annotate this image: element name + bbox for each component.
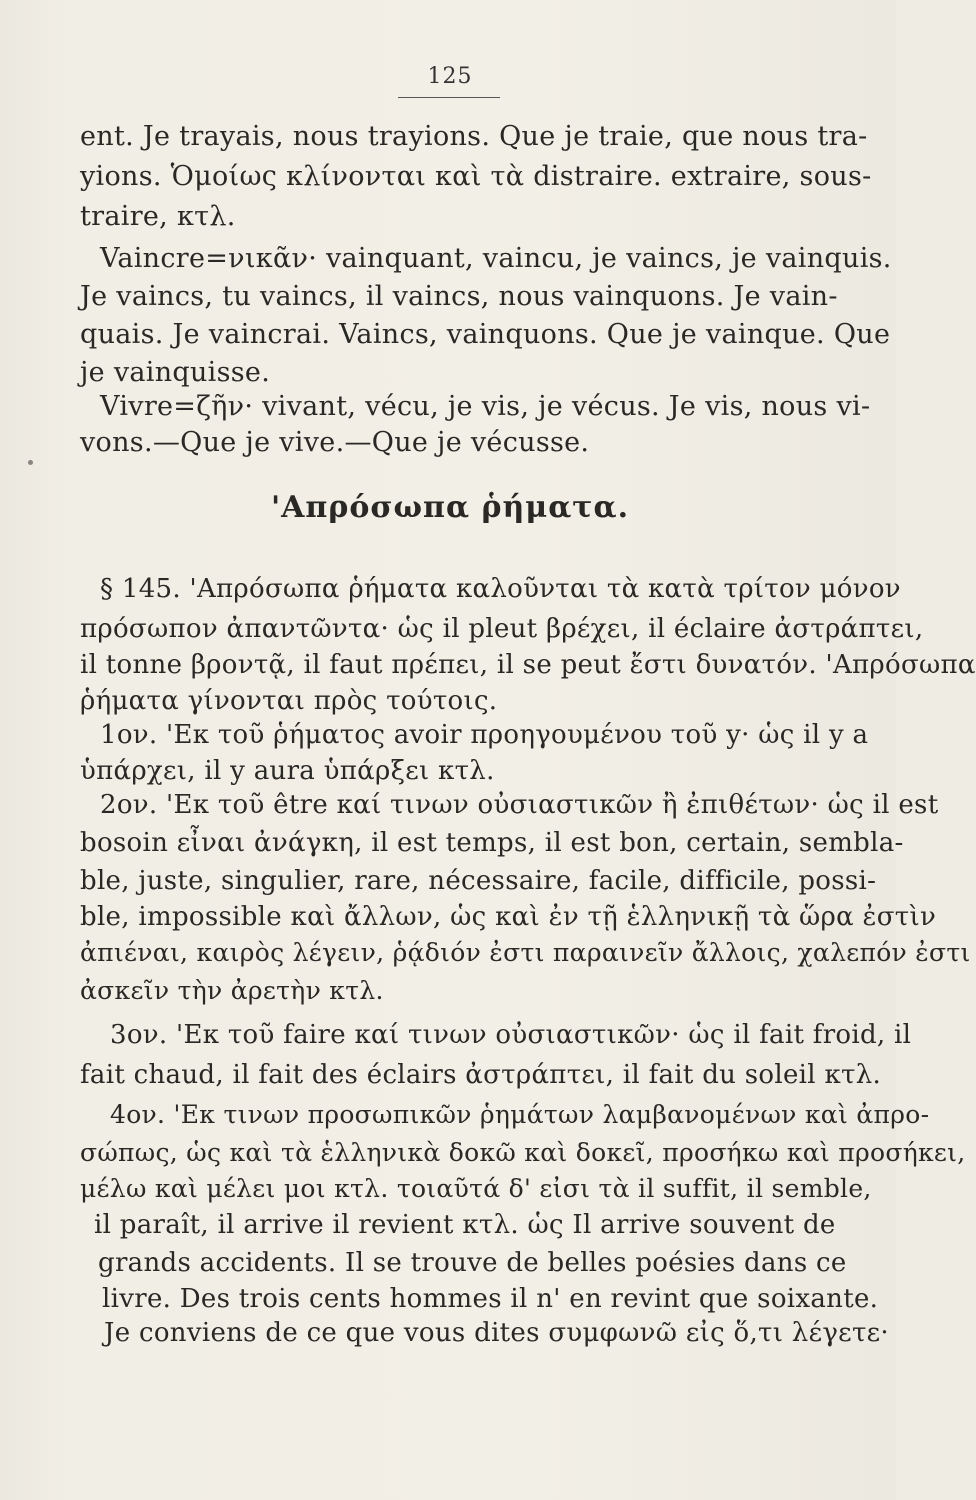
- text-line: je vainquisse.: [80, 357, 271, 388]
- text-line: ἀπιέναι, καιρὸς λέγειν, ῥᾴδιόν ἐστι παραινεῖν ἄλλοις, χαλεπόν ἐστι: [80, 938, 971, 967]
- text-line: 2ον. 'Εκ τοῦ être καί τινων οὐσιαστικῶν ἢ ἐπιθέτων· ὡς il est: [100, 790, 939, 820]
- text-line: Vaincre=νικᾶν· vainquant, vaincu, je vaincs, je vainquis.: [100, 243, 892, 274]
- text-line: § 145. 'Απρόσωπα ῥήματα καλοῦνται τὰ κατὰ τρίτον μόνον: [100, 574, 901, 604]
- section-heading: 'Απρόσωπα ῥήματα.: [270, 490, 630, 525]
- text-line: μέλω καὶ μέλει μοι κτλ. τοιαῦτά δ' εἰσι τὰ il suffit, il semble,: [80, 1174, 872, 1203]
- text-line: grands accidents. Il se trouve de belles poésies dans ce: [98, 1248, 847, 1278]
- text-line: Je vaincs, tu vaincs, il vaincs, nous vainquons. Je vain-: [80, 281, 838, 312]
- text-line: 3ον. 'Εκ τοῦ faire καί τινων οὐσιαστικῶν· ὡς il fait froid, il: [110, 1020, 912, 1050]
- text-line: quais. Je vaincrai. Vaincs, vainquons. Que je vainque. Que: [80, 319, 891, 350]
- page-number-rule: [398, 97, 500, 98]
- text-line: σώπως, ὡς καὶ τὰ ἑλληνικὰ δοκῶ καὶ δοκεῖ, προσήκω καὶ προσήκει,: [80, 1138, 966, 1167]
- text-line: il paraît, il arrive il revient κτλ. ὡς Il arrive souvent de: [94, 1210, 836, 1240]
- text-line: vons.—Que je vive.—Que je vécusse.: [80, 427, 590, 458]
- text-line: bosoin εἶναι ἀνάγκη, il est temps, il est bon, certain, sembla-: [80, 828, 904, 858]
- text-line: ῥήματα γίνονται πρὸς τούτοις.: [80, 686, 498, 716]
- text-line: ἀσκεῖν τὴν ἀρετὴν κτλ.: [80, 976, 384, 1005]
- text-line: Je conviens de ce que vous dites συμφωνῶ εἰς ὅ,τι λέγετε·: [104, 1318, 889, 1348]
- text-line: traire, κτλ.: [80, 201, 236, 232]
- text-line: Vivre=ζῆν· vivant, vécu, je vis, je vécus. Je vis, nous vi-: [100, 391, 871, 422]
- page-number: 125: [427, 64, 473, 89]
- text-line: ble, impossible καὶ ἄλλων, ὡς καὶ ἐν τῇ ἑλληνικῇ τὰ ὥρα ἐστὶν: [80, 902, 937, 932]
- text-line: 1ον. 'Εκ τοῦ ῥήματος avoir προηγουμένου τοῦ y· ὡς il y a: [100, 720, 869, 750]
- text-line: livre. Des trois cents hommes il n' en revint que soixante.: [102, 1284, 879, 1314]
- text-line: πρόσωπον ἀπαντῶντα· ὡς il pleut βρέχει, il éclaire ἀστράπτει,: [80, 614, 924, 644]
- text-line: fait chaud, il fait des éclairs ἀστράπτει, il fait du soleil κτλ.: [80, 1060, 882, 1090]
- text-line: yions. Ὁμοίως κλίνονται καὶ τὰ distraire. extraire, sous-: [80, 161, 872, 192]
- text-line: ble, juste, singulier, rare, nécessaire, facile, difficile, possi-: [80, 866, 877, 896]
- text-line: ὑπάρχει, il y aura ὑπάρξει κτλ.: [80, 756, 495, 786]
- text-line: 4ον. 'Εκ τινων προσωπικῶν ῥημάτων λαμβανομένων καὶ ἀπρο-: [110, 1100, 930, 1129]
- text-line: il tonne βροντᾷ, il faut πρέπει, il se peut ἔστι δυνατόν. 'Απρόσωπα: [80, 650, 976, 680]
- ink-speck: [28, 460, 33, 465]
- text-line: ent. Je trayais, nous trayions. Que je traie, que nous tra-: [80, 121, 868, 152]
